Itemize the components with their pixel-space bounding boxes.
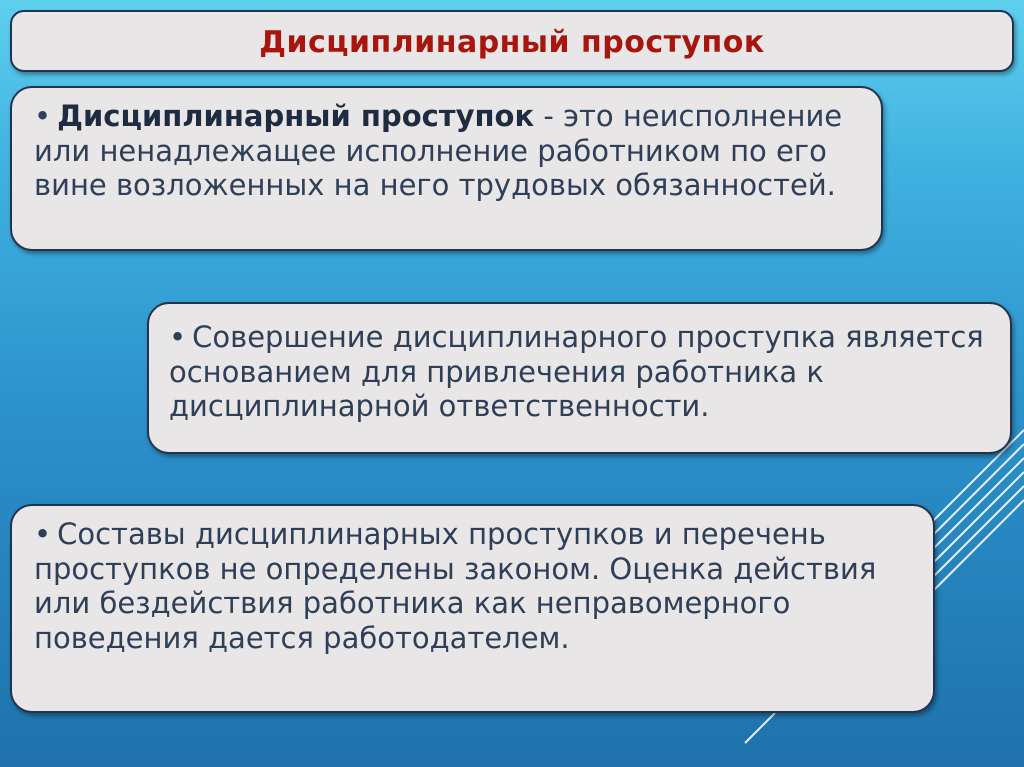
bullet-marker: • bbox=[34, 517, 52, 551]
composition-paragraph bbox=[34, 517, 929, 655]
consequence-paragraph bbox=[169, 320, 1009, 424]
definition-box bbox=[10, 86, 883, 251]
definition-term: Дисциплинарный проступок bbox=[57, 99, 535, 133]
composition-box bbox=[10, 504, 935, 713]
definition-paragraph bbox=[34, 99, 874, 203]
title-box bbox=[10, 10, 1014, 72]
consequence-text: Совершение дисциплинарного проступка является основанием для привлечения работника к дисциплинарной ответственности. bbox=[169, 320, 984, 423]
bullet-marker: • bbox=[34, 99, 52, 133]
definition-text: - это неисполнение или ненадлежащее исполнение работником по его вине возложенных на него трудовых обязанностей. bbox=[34, 99, 843, 202]
slide-title: Дисциплинарный проступок bbox=[259, 25, 765, 60]
bullet-marker: • bbox=[169, 320, 187, 354]
consequence-box bbox=[147, 302, 1012, 454]
composition-text: Составы дисциплинарных проступков и перечень проступков не определены законом. Оценка действия или бездействия работника как неправомерного поведения дается работодателем. bbox=[34, 517, 877, 655]
